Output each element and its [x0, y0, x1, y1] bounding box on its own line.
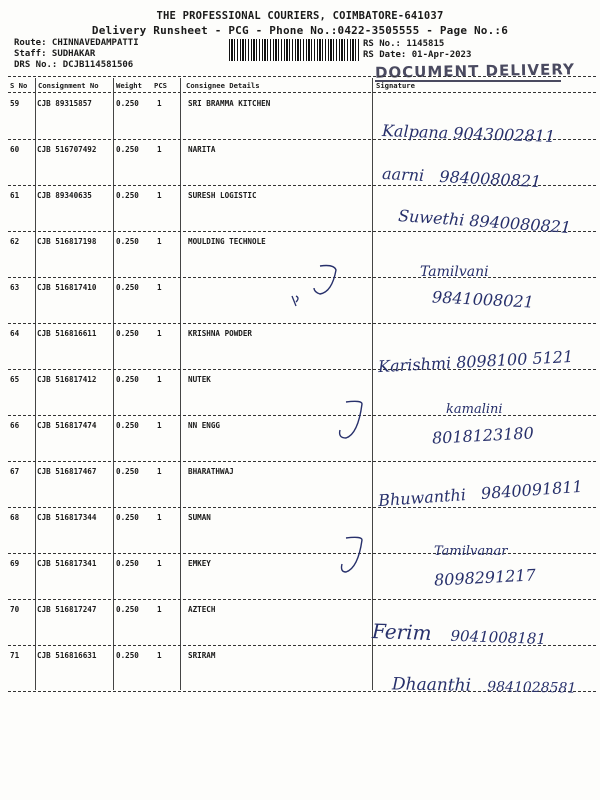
row-consignment-no: CJB 516817344 — [37, 513, 97, 522]
row-pcs: 1 — [157, 375, 162, 384]
row-consignment-no: CJB 516816631 — [37, 651, 97, 660]
signature: Bhuwanthi 9840091811 — [377, 476, 584, 511]
row-consignee: SURESH LOGISTIC — [188, 191, 257, 200]
row-consignment-no: CJB 516817410 — [37, 283, 97, 292]
signature: Dhaanthi 9841028581 — [391, 674, 577, 697]
handwritten-marks — [280, 262, 360, 312]
signature: kamalini — [446, 402, 503, 417]
row-weight: 0.250 — [116, 467, 139, 476]
row-pcs: 1 — [157, 605, 162, 614]
row-divider — [8, 599, 596, 600]
row-pcs: 1 — [157, 651, 162, 660]
row-weight: 0.250 — [116, 559, 139, 568]
row-consignee: EMKEY — [188, 559, 211, 568]
route-label: Route: CHINNAVEDAMPATTI — [14, 38, 139, 48]
row-sno: 68 — [10, 513, 20, 522]
row-consignee: AZTECH — [188, 605, 216, 614]
row-sno: 59 — [10, 99, 20, 108]
row-divider — [8, 323, 596, 324]
col-header-consignee: Consignee Details — [186, 81, 260, 90]
signature: Tamilvanar — [434, 544, 508, 559]
row-sno: 60 — [10, 145, 20, 154]
col-header-sno: S No — [10, 81, 28, 90]
signature: Ferim 9041008181 — [371, 618, 547, 649]
row-consignee: SUMAN — [188, 513, 211, 522]
row-pcs: 1 — [157, 421, 162, 430]
signature: aarni 9840080821 — [381, 163, 542, 192]
row-sno: 66 — [10, 421, 20, 430]
drs-number: DRS No.: DCJB114581506 — [14, 60, 134, 70]
row-consignee: NUTEK — [188, 375, 211, 384]
row-sno: 69 — [10, 559, 20, 568]
document-delivery-stamp: DOCUMENT DELIVERY — [374, 60, 576, 82]
rs-date: RS Date: 01-Apr-2023 — [363, 50, 472, 60]
row-consignment-no: CJB 516817198 — [37, 237, 97, 246]
signature: Karishmi 8098100 5121 — [377, 346, 574, 377]
row-weight: 0.250 — [116, 191, 139, 200]
row-consignment-no: CJB 516817247 — [37, 605, 97, 614]
handwritten-mark — [332, 398, 372, 446]
handwritten-mark — [334, 534, 374, 582]
company-title: THE PROFESSIONAL COURIERS, COIMBATORE-641037 — [156, 10, 444, 22]
row-pcs: 1 — [157, 99, 162, 108]
row-consignment-no: CJB 516816611 — [37, 329, 97, 338]
row-divider — [8, 461, 596, 462]
row-consignee: NARITA — [188, 145, 216, 154]
row-pcs: 1 — [157, 559, 162, 568]
row-weight: 0.250 — [116, 283, 139, 292]
row-consignment-no: CJB 516817412 — [37, 375, 97, 384]
row-consignment-no: CJB 516817467 — [37, 467, 97, 476]
col-header-weight: Weight — [116, 81, 142, 90]
row-pcs: 1 — [157, 513, 162, 522]
row-consignee: SRI BRAMMA KITCHEN — [188, 99, 271, 108]
row-consignment-no: CJB 516817341 — [37, 559, 97, 568]
row-sno: 64 — [10, 329, 20, 338]
row-consignee: SRIRAM — [188, 651, 216, 660]
rs-number: RS No.: 1145815 — [363, 39, 445, 49]
barcode — [229, 39, 359, 61]
row-sno: 71 — [10, 651, 20, 660]
col-header-signature: Signature — [376, 81, 415, 90]
row-weight: 0.250 — [116, 375, 139, 384]
row-weight: 0.250 — [116, 237, 139, 246]
row-consignee: KRISHNA POWDER — [188, 329, 253, 338]
signature: 9841008021 — [431, 287, 535, 312]
row-weight: 0.250 — [116, 605, 139, 614]
row-sno: 63 — [10, 283, 20, 292]
col-header-pcs: PCS — [154, 81, 167, 90]
signature: Kalpana 9043002811 — [381, 120, 556, 147]
row-divider — [8, 415, 596, 416]
signature: Suwethi 8940080821 — [397, 205, 572, 238]
row-divider — [8, 507, 596, 508]
row-consignee: NN ENGG — [188, 421, 221, 430]
row-consignee: BHARATHWAJ — [188, 467, 234, 476]
row-consignment-no: CJB 89315857 — [37, 99, 92, 108]
row-sno: 70 — [10, 605, 20, 614]
row-weight: 0.250 — [116, 99, 139, 108]
row-consignment-no: CJB 89340635 — [37, 191, 92, 200]
col-header-consignment: Consignment No — [38, 81, 99, 90]
signature: Tamilvani — [420, 264, 489, 280]
row-pcs: 1 — [157, 191, 162, 200]
row-weight: 0.250 — [116, 513, 139, 522]
row-weight: 0.250 — [116, 421, 139, 430]
staff-label: Staff: SUDHAKAR — [14, 49, 96, 59]
row-weight: 0.250 — [116, 329, 139, 338]
header-bottom-border — [8, 92, 596, 93]
row-weight: 0.250 — [116, 651, 139, 660]
row-sno: 67 — [10, 467, 20, 476]
row-pcs: 1 — [157, 237, 162, 246]
row-sno: 65 — [10, 375, 20, 384]
row-consignment-no: CJB 516707492 — [37, 145, 97, 154]
row-pcs: 1 — [157, 283, 162, 292]
table-top-border — [8, 76, 596, 77]
row-pcs: 1 — [157, 145, 162, 154]
row-consignment-no: CJB 516817474 — [37, 421, 97, 430]
row-weight: 0.250 — [116, 145, 139, 154]
row-pcs: 1 — [157, 329, 162, 338]
row-pcs: 1 — [157, 467, 162, 476]
signature: 8098291217 — [433, 565, 537, 590]
row-consignee: MOULDING TECHNOLE — [188, 237, 266, 246]
runsheet-subtitle: Delivery Runsheet - PCG - Phone No.:0422-3505555 - Page No.:6 — [91, 24, 509, 37]
row-sno: 61 — [10, 191, 20, 200]
row-sno: 62 — [10, 237, 20, 246]
signature: 8018123180 — [431, 423, 535, 448]
